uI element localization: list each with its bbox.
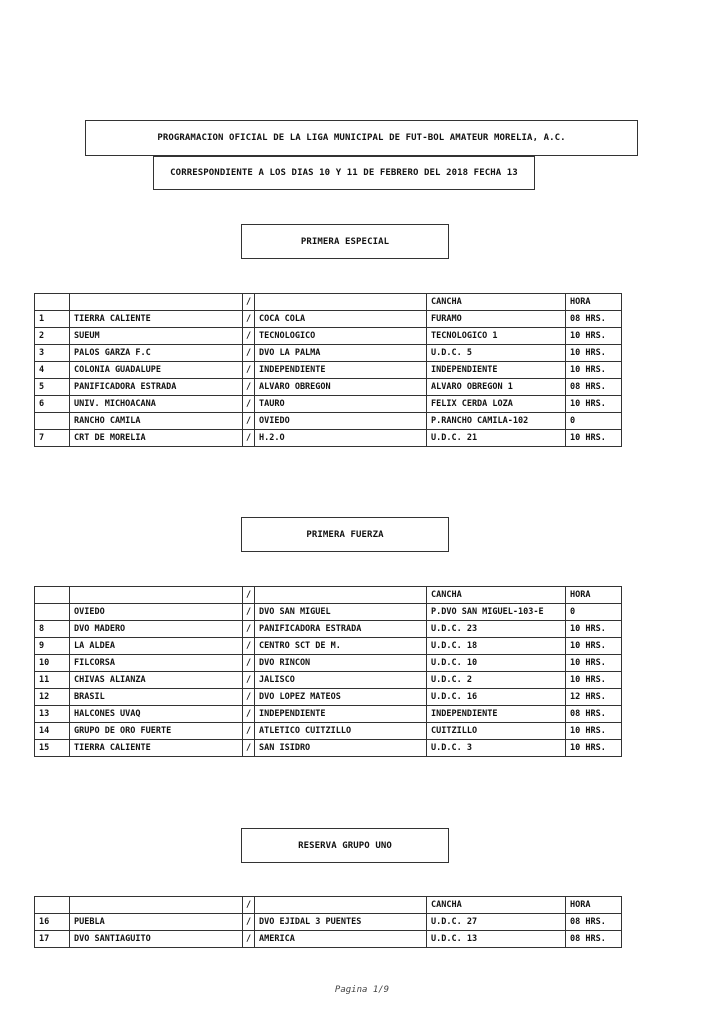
home-team-cell: OVIEDO (70, 604, 243, 621)
header-time-cell: HORA (566, 587, 622, 604)
home-team-cell: TIERRA CALIENTE (70, 311, 243, 328)
header-away-team-cell (255, 294, 427, 311)
separator-cell: / (243, 638, 255, 655)
separator-cell: / (243, 740, 255, 757)
match-number-cell (35, 413, 70, 430)
away-team-cell: INDEPENDIENTE (255, 706, 427, 723)
header-home-team-cell (70, 587, 243, 604)
field-cell: U.D.C. 27 (427, 914, 566, 931)
match-number-cell: 17 (35, 931, 70, 948)
header-match-number-cell (35, 587, 70, 604)
separator-cell: / (243, 672, 255, 689)
match-number-cell: 2 (35, 328, 70, 345)
table-row (35, 413, 622, 430)
home-team-cell: BRASIL (70, 689, 243, 706)
home-team-cell: FILCORSA (70, 655, 243, 672)
table-header-row (35, 294, 622, 311)
field-cell: U.D.C. 18 (427, 638, 566, 655)
match-number-cell: 11 (35, 672, 70, 689)
section-title-reserva-grupo-uno (241, 828, 449, 863)
separator-cell: / (243, 413, 255, 430)
away-team-cell: INDEPENDIENTE (255, 362, 427, 379)
section-title-text: PRIMERA ESPECIAL (300, 236, 390, 247)
field-cell: U.D.C. 16 (427, 689, 566, 706)
table-row (35, 638, 622, 655)
match-number-cell: 12 (35, 689, 70, 706)
away-team-cell: DVO RINCON (255, 655, 427, 672)
time-cell: 10 HRS. (566, 655, 622, 672)
away-team-cell: SAN ISIDRO (255, 740, 427, 757)
page-number: Pagina 1/9 (334, 985, 390, 995)
separator-cell: / (243, 328, 255, 345)
match-number-cell (35, 604, 70, 621)
header-match-number-cell (35, 897, 70, 914)
away-team-cell: TAURO (255, 396, 427, 413)
header-separator-cell: / (243, 294, 255, 311)
separator-cell: / (243, 396, 255, 413)
section-title-text: PRIMERA FUERZA (306, 529, 384, 540)
home-team-cell: HALCONES UVAQ (70, 706, 243, 723)
separator-cell: / (243, 362, 255, 379)
time-cell: 0 (566, 413, 622, 430)
field-cell: ALVARO OBREGON 1 (427, 379, 566, 396)
match-number-cell: 13 (35, 706, 70, 723)
separator-cell: / (243, 914, 255, 931)
home-team-cell: GRUPO DE ORO FUERTE (70, 723, 243, 740)
match-number-cell: 3 (35, 345, 70, 362)
table-row (35, 396, 622, 413)
field-cell: INDEPENDIENTE (427, 362, 566, 379)
field-cell: U.D.C. 2 (427, 672, 566, 689)
field-cell: TECNOLOGICO 1 (427, 328, 566, 345)
away-team-cell: JALISCO (255, 672, 427, 689)
field-cell: FELIX CERDA LOZA (427, 396, 566, 413)
separator-cell: / (243, 723, 255, 740)
separator-cell: / (243, 655, 255, 672)
time-cell: 10 HRS. (566, 328, 622, 345)
separator-cell: / (243, 311, 255, 328)
table-row (35, 362, 622, 379)
home-team-cell: DVO SANTIAGUITO (70, 931, 243, 948)
table-row (35, 689, 622, 706)
date-subtitle (153, 156, 535, 190)
home-team-cell: PUEBLA (70, 914, 243, 931)
match-number-cell: 5 (35, 379, 70, 396)
table-header-row (35, 587, 622, 604)
time-cell: 10 HRS. (566, 672, 622, 689)
table-row (35, 430, 622, 447)
time-cell: 10 HRS. (566, 362, 622, 379)
match-number-cell: 9 (35, 638, 70, 655)
separator-cell: / (243, 689, 255, 706)
header-separator-cell: / (243, 897, 255, 914)
field-cell: P.RANCHO CAMILA-102 (427, 413, 566, 430)
header-home-team-cell (70, 294, 243, 311)
field-cell: U.D.C. 13 (427, 931, 566, 948)
match-number-cell: 6 (35, 396, 70, 413)
field-cell: FURAMO (427, 311, 566, 328)
separator-cell: / (243, 430, 255, 447)
table-row (35, 655, 622, 672)
separator-cell: / (243, 931, 255, 948)
away-team-cell: TECNOLOGICO (255, 328, 427, 345)
away-team-cell: DVO SAN MIGUEL (255, 604, 427, 621)
table-header-row (35, 897, 622, 914)
away-team-cell: AMERICA (255, 931, 427, 948)
separator-cell: / (243, 379, 255, 396)
time-cell: 10 HRS. (566, 621, 622, 638)
home-team-cell: CRT DE MORELIA (70, 430, 243, 447)
match-number-cell: 15 (35, 740, 70, 757)
match-number-cell: 1 (35, 311, 70, 328)
table-row (35, 328, 622, 345)
away-team-cell: OVIEDO (255, 413, 427, 430)
field-cell: P.DVO SAN MIGUEL-103-E (427, 604, 566, 621)
home-team-cell: COLONIA GUADALUPE (70, 362, 243, 379)
header-field-cell: CANCHA (427, 294, 566, 311)
time-cell: 10 HRS. (566, 396, 622, 413)
time-cell: 10 HRS. (566, 345, 622, 362)
header-time-cell: HORA (566, 294, 622, 311)
header-match-number-cell (35, 294, 70, 311)
time-cell: 08 HRS. (566, 931, 622, 948)
table-row (35, 740, 622, 757)
away-team-cell: COCA COLA (255, 311, 427, 328)
table-row (35, 914, 622, 931)
away-team-cell: ATLETICO CUITZILLO (255, 723, 427, 740)
away-team-cell: ALVARO OBREGON (255, 379, 427, 396)
section-title-primera-fuerza (241, 517, 449, 552)
time-cell: 10 HRS. (566, 430, 622, 447)
header-separator-cell: / (243, 587, 255, 604)
field-cell: U.D.C. 10 (427, 655, 566, 672)
header-away-team-cell (255, 897, 427, 914)
separator-cell: / (243, 621, 255, 638)
table-row (35, 345, 622, 362)
schedule-table-primera-fuerza (34, 586, 622, 757)
table-row (35, 672, 622, 689)
match-number-cell: 7 (35, 430, 70, 447)
time-cell: 10 HRS. (566, 723, 622, 740)
match-number-cell: 10 (35, 655, 70, 672)
section-title-primera-especial (241, 224, 449, 259)
field-cell: INDEPENDIENTE (427, 706, 566, 723)
table-row (35, 379, 622, 396)
match-number-cell: 14 (35, 723, 70, 740)
home-team-cell: SUEUM (70, 328, 243, 345)
away-team-cell: DVO EJIDAL 3 PUENTES (255, 914, 427, 931)
time-cell: 12 HRS. (566, 689, 622, 706)
away-team-cell: DVO LA PALMA (255, 345, 427, 362)
home-team-cell: DVO MADERO (70, 621, 243, 638)
time-cell: 08 HRS. (566, 311, 622, 328)
away-team-cell: DVO LOPEZ MATEOS (255, 689, 427, 706)
home-team-cell: TIERRA CALIENTE (70, 740, 243, 757)
home-team-cell: RANCHO CAMILA (70, 413, 243, 430)
section-title-text: RESERVA GRUPO UNO (298, 840, 392, 851)
table-row (35, 931, 622, 948)
away-team-cell: CENTRO SCT DE M. (255, 638, 427, 655)
home-team-cell: CHIVAS ALIANZA (70, 672, 243, 689)
header-field-cell: CANCHA (427, 897, 566, 914)
field-cell: U.D.C. 23 (427, 621, 566, 638)
away-team-cell: H.2.O (255, 430, 427, 447)
time-cell: 0 (566, 604, 622, 621)
separator-cell: / (243, 604, 255, 621)
table-row (35, 706, 622, 723)
field-cell: U.D.C. 21 (427, 430, 566, 447)
match-number-cell: 8 (35, 621, 70, 638)
field-cell: CUITZILLO (427, 723, 566, 740)
schedule-table-primera-especial (34, 293, 622, 447)
time-cell: 08 HRS. (566, 379, 622, 396)
field-cell: U.D.C. 5 (427, 345, 566, 362)
home-team-cell: PALOS GARZA F.C (70, 345, 243, 362)
time-cell: 08 HRS. (566, 914, 622, 931)
table-row (35, 723, 622, 740)
header-home-team-cell (70, 897, 243, 914)
match-number-cell: 4 (35, 362, 70, 379)
header-field-cell: CANCHA (427, 587, 566, 604)
home-team-cell: PANIFICADORA ESTRADA (70, 379, 243, 396)
time-cell: 08 HRS. (566, 706, 622, 723)
time-cell: 10 HRS. (566, 638, 622, 655)
date-subtitle-text: CORRESPONDIENTE A LOS DIAS 10 Y 11 DE FEBRERO DEL 2018 FECHA 13 (170, 168, 518, 178)
home-team-cell: LA ALDEA (70, 638, 243, 655)
separator-cell: / (243, 706, 255, 723)
away-team-cell: PANIFICADORA ESTRADA (255, 621, 427, 638)
league-title (85, 120, 638, 156)
table-row (35, 604, 622, 621)
table-row (35, 621, 622, 638)
schedule-table-reserva-grupo-uno (34, 896, 622, 948)
separator-cell: / (243, 345, 255, 362)
league-title-text: PROGRAMACION OFICIAL DE LA LIGA MUNICIPAL DE FUT-BOL AMATEUR MORELIA, A.C. (157, 133, 566, 143)
home-team-cell: UNIV. MICHOACANA (70, 396, 243, 413)
header-away-team-cell (255, 587, 427, 604)
header-time-cell: HORA (566, 897, 622, 914)
time-cell: 10 HRS. (566, 740, 622, 757)
table-row (35, 311, 622, 328)
field-cell: U.D.C. 3 (427, 740, 566, 757)
match-number-cell: 16 (35, 914, 70, 931)
